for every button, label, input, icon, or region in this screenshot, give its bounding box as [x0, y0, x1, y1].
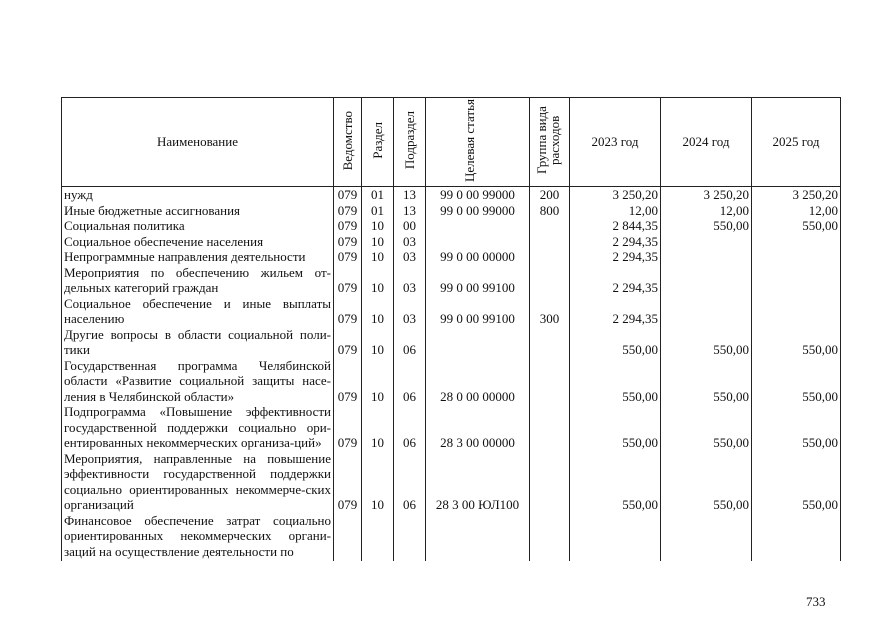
cell-cs: 99 0 00 99100	[426, 265, 530, 296]
cell-ved: 079	[334, 187, 362, 203]
cell-v2: 550,00	[661, 327, 752, 358]
cell-v2: 550,00	[661, 218, 752, 234]
cell-v2: 12,00	[661, 203, 752, 219]
cell-pod: 06	[394, 404, 426, 451]
cell-pod	[394, 513, 426, 561]
cell-raz: 10	[362, 249, 394, 265]
cell-v2: 550,00	[661, 451, 752, 513]
cell-pod: 03	[394, 296, 426, 327]
cell-raz: 10	[362, 451, 394, 513]
cell-ved: 079	[334, 404, 362, 451]
cell-cs: 99 0 00 99000	[426, 203, 530, 219]
cell-vr	[530, 249, 570, 265]
cell-pod: 06	[394, 451, 426, 513]
cell-name: нужд	[62, 187, 334, 203]
cell-v1: 12,00	[570, 203, 661, 219]
cell-v3	[752, 296, 841, 327]
cell-pod: 00	[394, 218, 426, 234]
cell-raz: 10	[362, 404, 394, 451]
cell-ved: 079	[334, 218, 362, 234]
header-tselevaya-label: Целевая статья	[461, 98, 477, 182]
cell-ved: 079	[334, 327, 362, 358]
budget-table	[61, 97, 841, 561]
cell-v1: 550,00	[570, 404, 661, 451]
cell-vr: 300	[530, 296, 570, 327]
cell-v1	[570, 513, 661, 561]
table-row	[62, 358, 841, 405]
cell-pod: 03	[394, 249, 426, 265]
cell-vr	[530, 327, 570, 358]
cell-raz: 10	[362, 358, 394, 405]
cell-pod: 13	[394, 203, 426, 219]
table-row	[62, 451, 841, 513]
cell-name: Непрограммные направления деятельности	[62, 249, 334, 265]
cell-vr	[530, 234, 570, 250]
cell-v2	[661, 249, 752, 265]
cell-cs	[426, 234, 530, 250]
header-2024: 2024 год	[661, 98, 752, 187]
cell-v3	[752, 234, 841, 250]
table-body	[62, 187, 841, 561]
cell-v3: 12,00	[752, 203, 841, 219]
cell-raz: 01	[362, 203, 394, 219]
header-tselevaya	[426, 98, 530, 187]
cell-pod: 06	[394, 327, 426, 358]
cell-vr: 200	[530, 187, 570, 203]
cell-ved: 079	[334, 358, 362, 405]
cell-v1: 2 294,35	[570, 249, 661, 265]
header-razdel	[362, 98, 394, 187]
table-row	[62, 404, 841, 451]
cell-vr	[530, 265, 570, 296]
cell-ved: 079	[334, 265, 362, 296]
table-row	[62, 296, 841, 327]
cell-name: Мероприятия по обеспечению жильем от-дельных категорий граждан	[62, 265, 334, 296]
cell-pod: 06	[394, 358, 426, 405]
cell-cs	[426, 327, 530, 358]
header-gruppa	[530, 98, 570, 187]
table-row	[62, 249, 841, 265]
cell-v2	[661, 265, 752, 296]
cell-cs: 99 0 00 99000	[426, 187, 530, 203]
page-number: 733	[806, 594, 826, 609]
cell-cs: 99 0 00 99100	[426, 296, 530, 327]
cell-v3: 550,00	[752, 218, 841, 234]
cell-vr	[530, 358, 570, 405]
cell-vr: 800	[530, 203, 570, 219]
cell-v3: 550,00	[752, 451, 841, 513]
cell-v1: 550,00	[570, 358, 661, 405]
cell-vr	[530, 451, 570, 513]
table-row	[62, 265, 841, 296]
header-name: Наименование	[62, 98, 334, 187]
cell-raz	[362, 513, 394, 561]
cell-v1: 2 844,35	[570, 218, 661, 234]
cell-ved: 079	[334, 249, 362, 265]
cell-v3: 550,00	[752, 327, 841, 358]
cell-cs: 28 3 00 00000	[426, 404, 530, 451]
cell-pod: 03	[394, 234, 426, 250]
cell-v3	[752, 265, 841, 296]
table-row	[62, 187, 841, 203]
cell-raz: 10	[362, 218, 394, 234]
table-row	[62, 203, 841, 219]
cell-v1: 2 294,35	[570, 265, 661, 296]
table-row	[62, 513, 841, 561]
cell-pod: 13	[394, 187, 426, 203]
cell-v1: 550,00	[570, 451, 661, 513]
cell-v3	[752, 513, 841, 561]
cell-cs	[426, 513, 530, 561]
cell-v1: 2 294,35	[570, 234, 661, 250]
cell-vr	[530, 404, 570, 451]
header-vedomstvo-label: Ведомство	[340, 110, 355, 170]
cell-raz: 01	[362, 187, 394, 203]
cell-v3: 550,00	[752, 404, 841, 451]
cell-v1: 2 294,35	[570, 296, 661, 327]
cell-cs: 28 3 00 ЮЛ100	[426, 451, 530, 513]
cell-ved: 079	[334, 234, 362, 250]
cell-v2: 550,00	[661, 358, 752, 405]
cell-name: Финансовое обеспечение затрат социально ориентированных некоммерческих органи-заций на осуществление деятельности по	[62, 513, 334, 561]
cell-name: Другие вопросы в области социальной поли-тики	[62, 327, 334, 358]
cell-v3: 3 250,20	[752, 187, 841, 203]
cell-v3: 550,00	[752, 358, 841, 405]
cell-cs	[426, 218, 530, 234]
cell-v3	[752, 249, 841, 265]
cell-ved	[334, 513, 362, 561]
table-header-row	[62, 98, 841, 187]
cell-v2: 550,00	[661, 404, 752, 451]
cell-cs: 28 0 00 00000	[426, 358, 530, 405]
cell-name: Подпрограмма «Повышение эффективности государственной поддержки социально ори-ентированных некоммерческих организа-ций»	[62, 404, 334, 451]
cell-v2	[661, 513, 752, 561]
cell-v2	[661, 296, 752, 327]
cell-raz: 10	[362, 327, 394, 358]
header-2023: 2023 год	[570, 98, 661, 187]
cell-ved: 079	[334, 296, 362, 327]
cell-cs: 99 0 00 00000	[426, 249, 530, 265]
cell-raz: 10	[362, 296, 394, 327]
cell-ved: 079	[334, 203, 362, 219]
cell-raz: 10	[362, 234, 394, 250]
header-2025: 2025 год	[752, 98, 841, 187]
table-row	[62, 218, 841, 234]
header-podrazdel	[394, 98, 426, 187]
cell-name: Иные бюджетные ассигнования	[62, 203, 334, 219]
cell-v1: 550,00	[570, 327, 661, 358]
cell-v1: 3 250,20	[570, 187, 661, 203]
cell-v2: 3 250,20	[661, 187, 752, 203]
cell-name: Мероприятия, направленные на повышение эффективности государственной поддержки социально ориентированных некоммерче-ских организаций	[62, 451, 334, 513]
header-gruppa-label: Группа вида расходов	[533, 106, 562, 175]
table-row	[62, 234, 841, 250]
cell-name: Государственная программа Челябинской области «Развитие социальной защиты насе-ления в Челябинской области»	[62, 358, 334, 405]
cell-raz: 10	[362, 265, 394, 296]
cell-v2	[661, 234, 752, 250]
cell-pod: 03	[394, 265, 426, 296]
cell-vr	[530, 513, 570, 561]
cell-name: Социальная политика	[62, 218, 334, 234]
header-razdel-label: Раздел	[370, 121, 385, 159]
cell-ved: 079	[334, 451, 362, 513]
cell-vr	[530, 218, 570, 234]
cell-name: Социальное обеспечение населения	[62, 234, 334, 250]
header-vedomstvo	[334, 98, 362, 187]
header-podrazdel-label: Подраздел	[402, 111, 417, 170]
table-row	[62, 327, 841, 358]
cell-name: Социальное обеспечение и иные выплаты населению	[62, 296, 334, 327]
